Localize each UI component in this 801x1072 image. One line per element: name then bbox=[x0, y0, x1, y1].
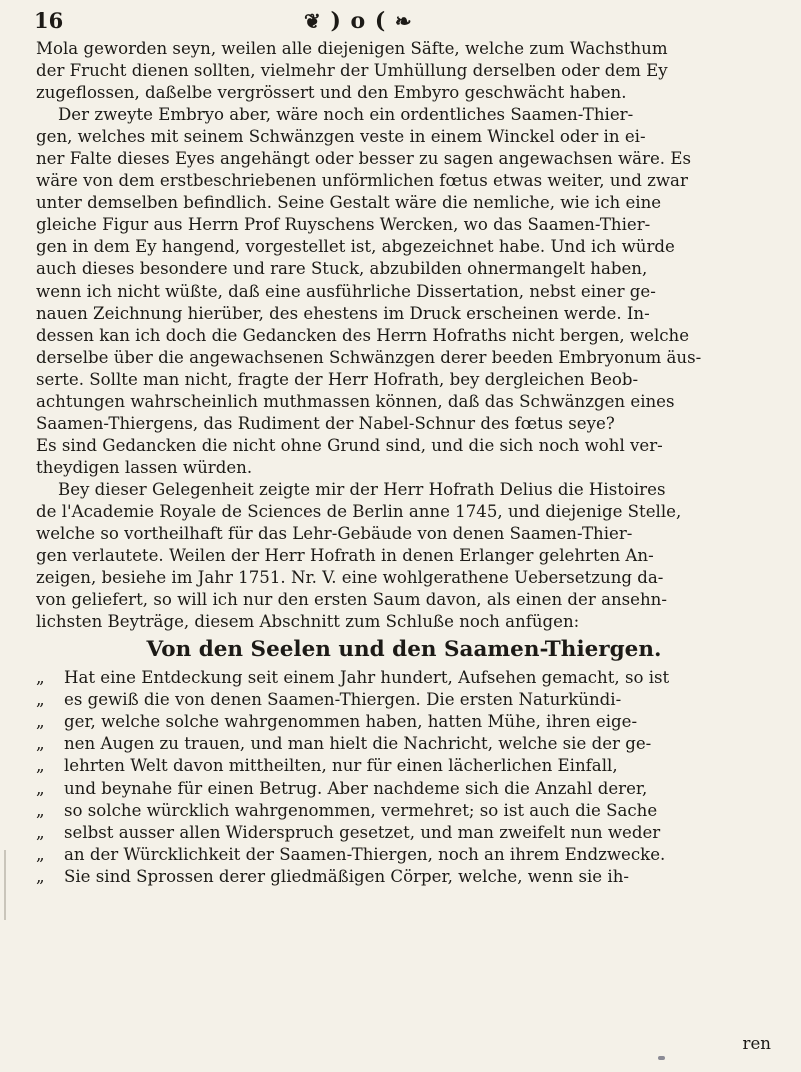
quote-line bbox=[36, 866, 772, 888]
page-number: 16 bbox=[34, 8, 64, 33]
text-line: unter demselben befindlich. Seine Gestalt wäre die nemliche, wie ich eine bbox=[36, 193, 662, 213]
quote-mark: „ bbox=[36, 690, 45, 710]
header-ornament bbox=[304, 8, 413, 34]
page-header bbox=[34, 6, 771, 40]
quote-text: ger, welche solche wahrgenommen haben, hatten Mühe, ihren eige- bbox=[64, 712, 638, 732]
text-line: wäre von dem erstbeschriebenen unförmlichen fœtus etwas weiter, und zwar bbox=[36, 171, 688, 191]
quote-line bbox=[36, 689, 772, 711]
page-edge-shadow bbox=[4, 850, 6, 920]
quote-line bbox=[36, 778, 772, 800]
text-line: zugeflossen, daßelbe vergrössert und den Embyro geschwächt haben. bbox=[36, 83, 627, 103]
text-line: Bey dieser Gelegenheit zeigte mir der Herr Hofrath Delius die Histoires bbox=[58, 479, 666, 499]
quote-line bbox=[36, 711, 772, 733]
text-line: lichsten Beyträge, diesem Abschnitt zum Schluße noch anfügen: bbox=[36, 612, 580, 632]
text-line: gleiche Figur aus Herrn Prof Ruyschens Wercken, wo das Saamen-Thier- bbox=[36, 215, 651, 235]
quote-text: Hat eine Entdeckung seit einem Jahr hundert, Aufsehen gemacht, so ist bbox=[64, 668, 670, 688]
quote-text: Sie sind Sprossen derer gliedmäßigen Cörper, welche, wenn sie ih- bbox=[64, 866, 629, 886]
text-line: de l'Academie Royale de Sciences de Berlin anne 1745, und diejenige Stelle, bbox=[36, 501, 682, 521]
text-line: nauen Zeichnung hierüber, des ehestens im Druck erscheinen werde. In- bbox=[36, 303, 650, 323]
quote-text: nen Augen zu trauen, und man hielt die Nachricht, welche sie der ge- bbox=[64, 734, 652, 754]
quote-line bbox=[36, 733, 772, 755]
text-line: achtungen wahrscheinlich muthmassen können, daß das Schwänzgen eines bbox=[36, 391, 675, 411]
quote-mark: „ bbox=[36, 756, 45, 776]
section-heading: Von den Seelen und den Saamen-Thiergen. bbox=[146, 637, 662, 663]
catchword: ren bbox=[742, 1034, 771, 1053]
body-text bbox=[36, 38, 772, 888]
text-line: Mola geworden seyn, weilen alle diejenigen Säfte, welche zum Wachsthum bbox=[36, 39, 668, 58]
text-line: gen, welches mit seinem Schwänzgen veste in einem Winckel oder in ei- bbox=[36, 127, 646, 147]
text-line: wenn ich nicht wüßte, daß eine ausführliche Dissertation, nebst einer ge- bbox=[36, 281, 656, 301]
quote-mark: „ bbox=[36, 668, 45, 688]
quote-mark: „ bbox=[36, 734, 45, 754]
quote-text: und beynahe für einen Betrug. Aber nachdeme sich die Anzahl derer, bbox=[64, 778, 648, 798]
ornament-center: ) o ( bbox=[330, 8, 387, 34]
quote-line bbox=[36, 800, 772, 822]
quote-line bbox=[36, 822, 772, 844]
quote-mark: „ bbox=[36, 822, 45, 842]
text-line: Saamen-Thiergens, das Rudiment der Nabel-Schnur des fœtus seye? bbox=[36, 413, 615, 433]
text-line: gen verlautete. Weilen der Herr Hofrath in denen Erlanger gelehrten An- bbox=[36, 546, 654, 566]
text-line: von geliefert, so will ich nur den ersten Saum davon, als einen der ansehn- bbox=[36, 590, 667, 610]
text-line: dessen kan ich doch die Gedancken des Herrn Hofraths nicht bergen, welche bbox=[36, 325, 690, 345]
ink-smudge bbox=[658, 1056, 665, 1060]
quote-mark: „ bbox=[36, 800, 45, 820]
text-line: der Frucht dienen sollten, vielmehr der Umhüllung derselben oder dem Ey bbox=[36, 61, 668, 81]
quote-text: lehrten Welt davon mittheilten, nur für einen lächerlichen Einfall, bbox=[64, 756, 618, 776]
left-ornament-icon: ❦ bbox=[304, 9, 322, 33]
quote-mark: „ bbox=[36, 866, 45, 886]
quote-text: es gewiß die von denen Saamen-Thiergen. Die ersten Naturkündi- bbox=[64, 690, 622, 710]
quote-line bbox=[36, 844, 772, 866]
text-line: auch dieses besondere und rare Stuck, abzubilden ohnermangelt haben, bbox=[36, 259, 648, 279]
text-line: ner Falte dieses Eyes angehängt oder besser zu sagen angewachsen wäre. Es bbox=[36, 149, 691, 169]
text-line: serte. Sollte man nicht, fragte der Herr Hofrath, bey dergleichen Beob- bbox=[36, 369, 639, 389]
text-line: zeigen, besiehe im Jahr 1751. Nr. V. eine wohlgerathene Uebersetzung da- bbox=[36, 568, 664, 588]
text-line: derselbe über die angewachsenen Schwänzgen derer beeden Embryonum äus- bbox=[36, 347, 702, 367]
text-line: theydigen lassen würden. bbox=[36, 457, 253, 477]
quote-line bbox=[36, 667, 772, 689]
quote-text: selbst ausser allen Widerspruch gesetzet, und man zweifelt nun weder bbox=[64, 822, 661, 842]
text-line: welche so vortheilhaft für das Lehr-Gebäude von denen Saamen-Thier- bbox=[36, 524, 633, 544]
text-line: Der zweyte Embryo aber, wäre noch ein ordentliches Saamen-Thier- bbox=[58, 105, 634, 125]
right-ornament-icon: ❧ bbox=[394, 9, 413, 33]
quote-mark: „ bbox=[36, 778, 45, 798]
quote-mark: „ bbox=[36, 844, 45, 864]
text-line: gen in dem Ey hangend, vorgestellet ist, abgezeichnet habe. Und ich würde bbox=[36, 237, 675, 257]
quote-mark: „ bbox=[36, 712, 45, 732]
text-line: Es sind Gedancken die nicht ohne Grund sind, und die sich noch wohl ver- bbox=[36, 435, 663, 455]
quote-text: an der Würcklichkeit der Saamen-Thiergen, noch an ihrem Endzwecke. bbox=[64, 844, 666, 864]
quote-line bbox=[36, 755, 772, 777]
quote-text: so solche würcklich wahrgenommen, vermehret; so ist auch die Sache bbox=[64, 800, 658, 820]
